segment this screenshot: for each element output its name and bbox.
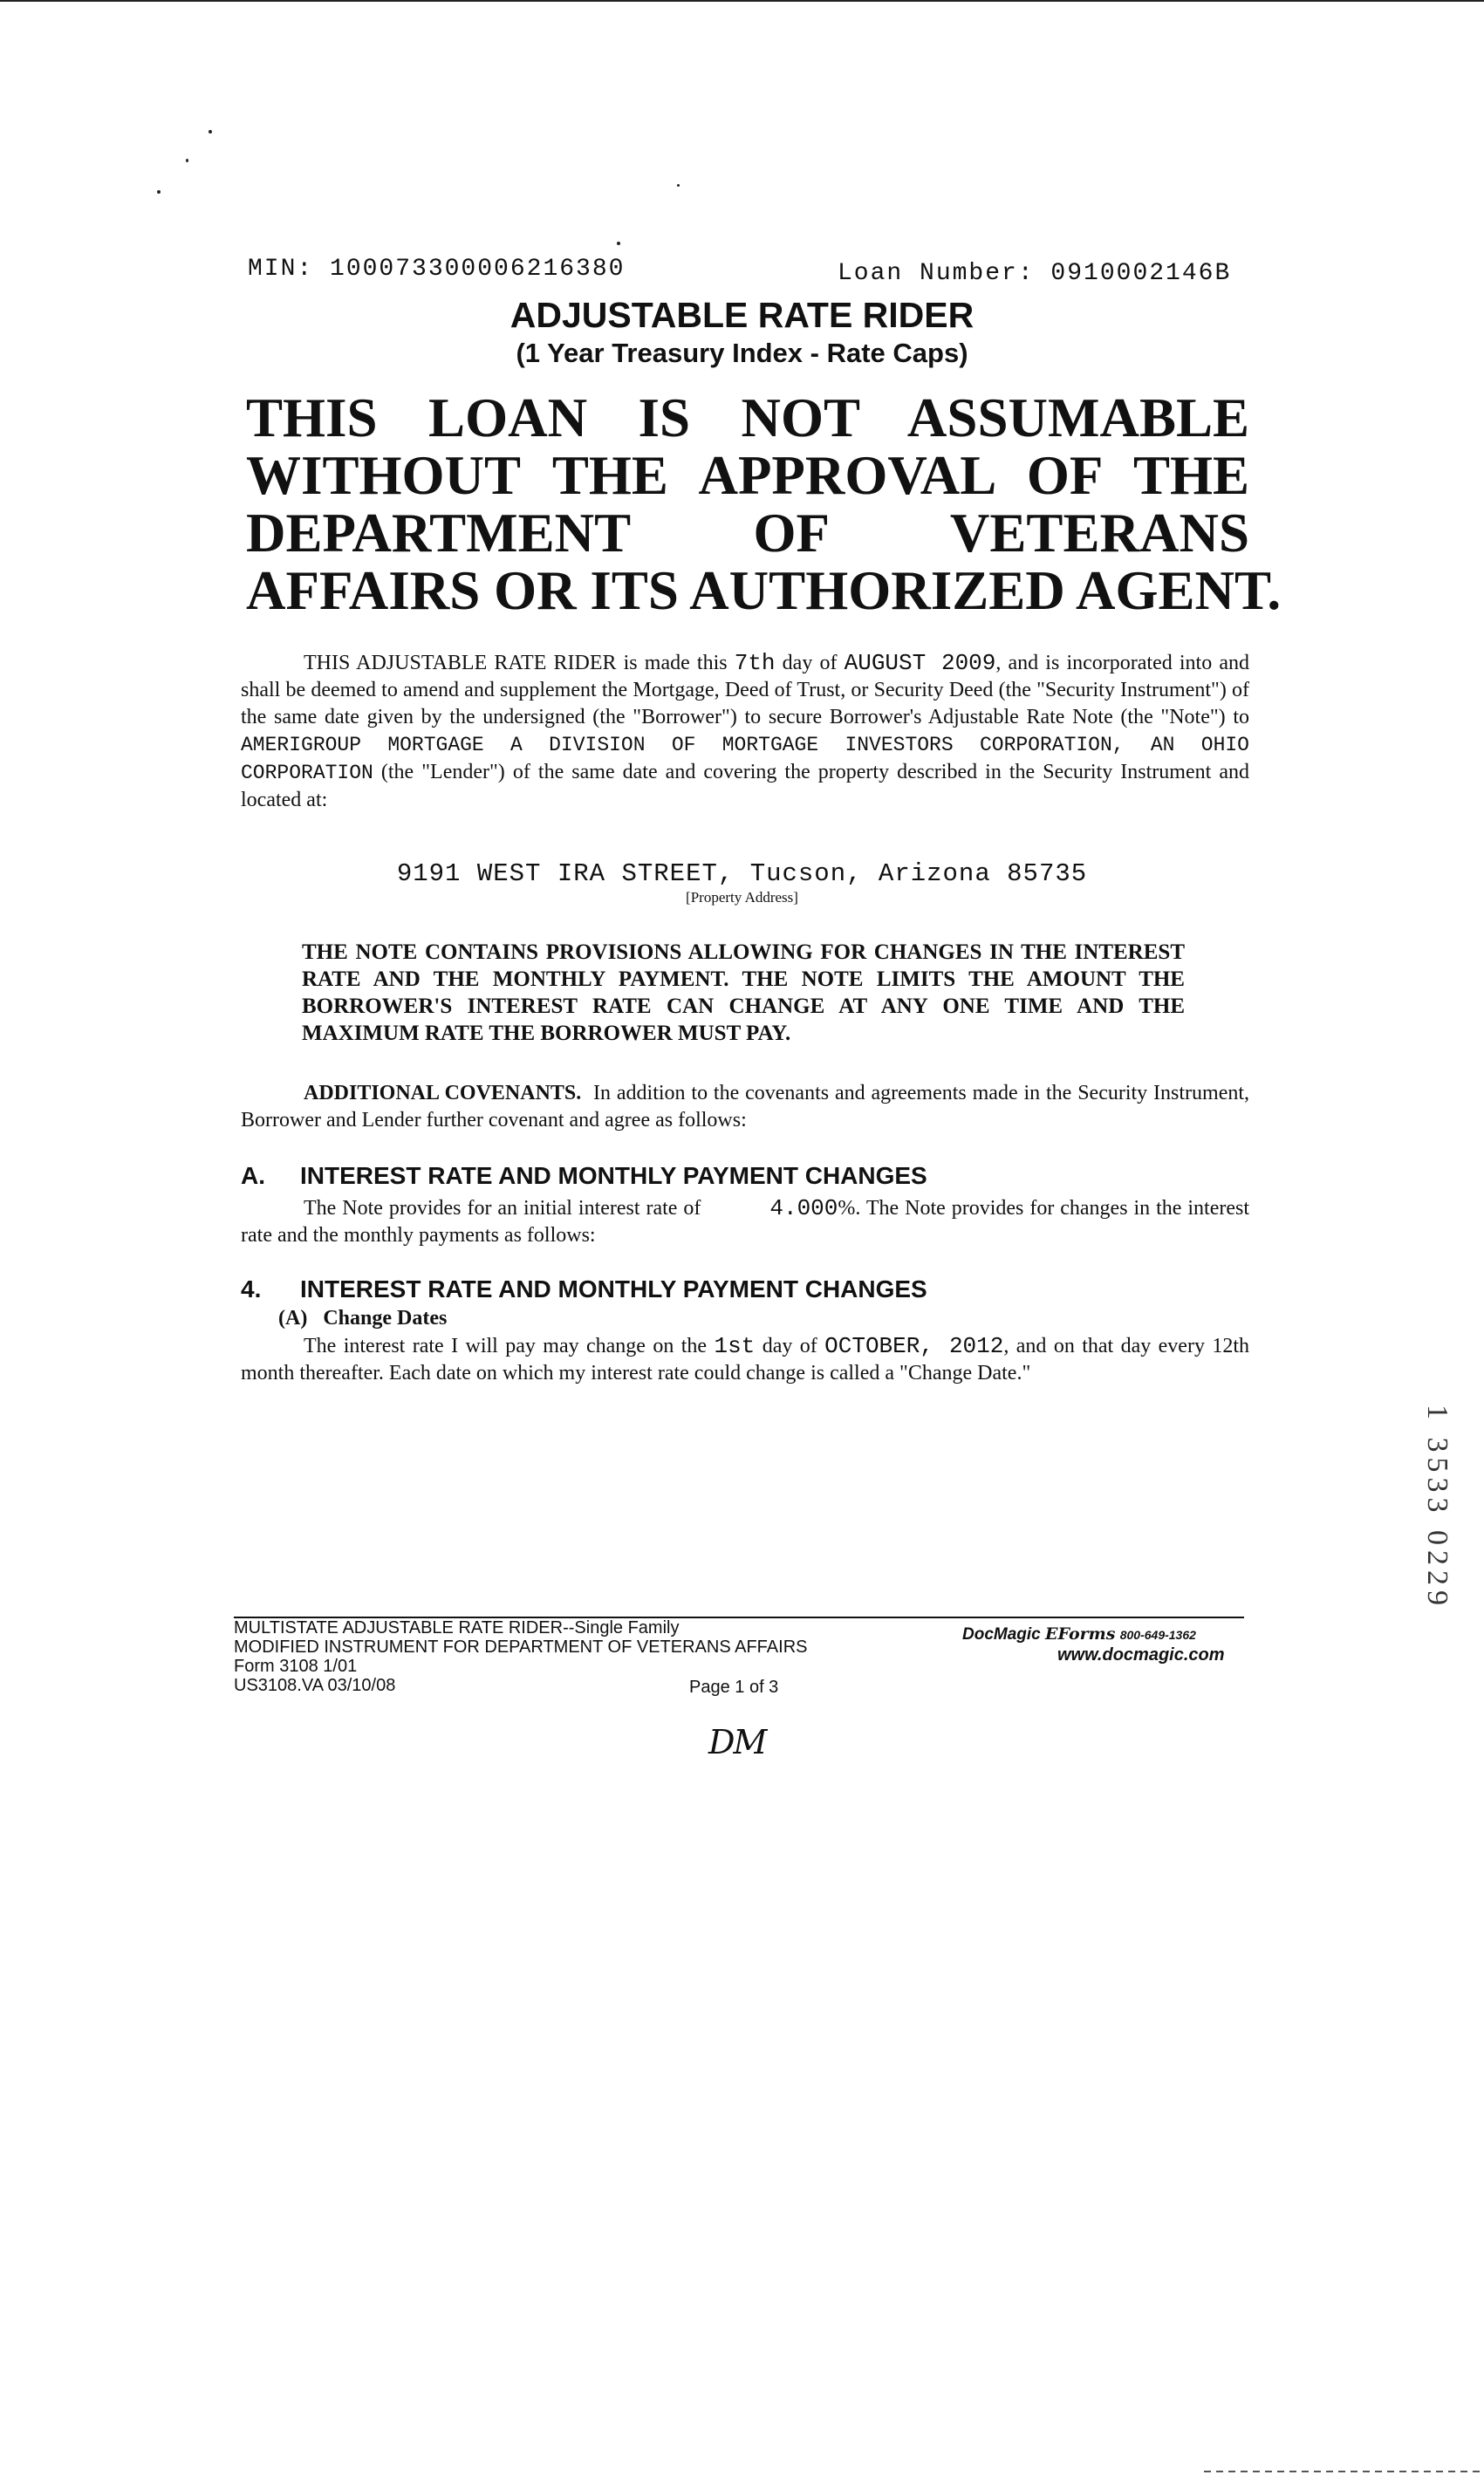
footer-form-title: MULTISTATE ADJUSTABLE RATE RIDER--Single Family <box>234 1618 680 1637</box>
eforms-logo: EForms <box>1045 1624 1116 1644</box>
footer-form-modifier: MODIFIED INSTRUMENT FOR DEPARTMENT OF VETERANS AFFAIRS <box>234 1637 808 1657</box>
top-edge-line <box>0 0 1484 2</box>
change-day: 1st <box>714 1333 756 1359</box>
scan-speck <box>617 242 620 245</box>
note-provisions-notice: THE NOTE CONTAINS PROVISIONS ALLOWING FOR CHANGES IN THE INTEREST RATE AND THE MONTHLY PAYMENT. THE NOTE LIMITS THE AMOUNT THE BORROWER'S INTEREST RATE CAN CHANGE AT ANY ONE TIME AND THE MAXIMUM RATE THE BORROWER MUST PAY. <box>302 940 1185 1045</box>
scan-speck <box>677 184 680 187</box>
warning-line-1: THIS LOAN IS NOT ASSUMABLE <box>246 387 1250 448</box>
document-subtitle: (1 Year Treasury Index - Rate Caps) <box>516 338 968 368</box>
warning-line-2: WITHOUT THE APPROVAL OF THE <box>246 445 1249 506</box>
va-assumption-warning <box>246 387 1282 621</box>
side-stamp-number: 1 3533 0229 <box>1421 1405 1453 1610</box>
scan-speck <box>209 130 212 133</box>
intro-paragraph: THIS ADJUSTABLE RATE RIDER is made this 7th day of AUGUST 2009, and is incorporated into and shall be deemed to amend and supplement the Mortgage, Deed of Trust, or Security Deed (the "Security Instrument") of the same date given by the undersigned (the "Borrower") to secure Borrower's Adjustable Rate Note (the "Note") to AMERIGROUP MORTGAGE A DIVISION OF MORTGAGE INVESTORS CORPORATION, AN OHIO CORPORATION (the "Lender") of the same date and covering the property described in the Security Instrument and located at: <box>241 650 1249 811</box>
warning-line-4: AFFAIRS OR ITS AUTHORIZED AGENT. <box>246 560 1282 621</box>
property-address: 9191 WEST IRA STREET, Tucson, Arizona 85735 <box>396 859 1088 888</box>
initial-interest-rate: 4.000 <box>769 1195 838 1221</box>
section-a-paragraph: The Note provides for an initial interest rate of 4.000%. The Note provides for changes in the interest rate and the monthly payments as follows: <box>241 1195 1250 1247</box>
rider-month-year: AUGUST 2009 <box>844 650 996 676</box>
document-title: ADJUSTABLE RATE RIDER <box>509 295 975 335</box>
footer-form-number: Form 3108 1/01 <box>234 1657 358 1676</box>
warning-line-3: DEPARTMENT OF VETERANS <box>246 503 1249 564</box>
docmagic-website: www.docmagic.com <box>1057 1645 1225 1665</box>
docmagic-brand: DocMagic EForms 800-649-1362 <box>962 1624 1196 1644</box>
page-number: Page 1 of 3 <box>689 1678 779 1697</box>
min-number: MIN: 100073300006216380 <box>248 256 626 283</box>
covenants-heading: ADDITIONAL COVENANTS. <box>304 1082 582 1104</box>
loan-number: Loan Number: 0910002146B <box>838 260 1232 287</box>
borrower-initials: DM <box>708 1723 766 1761</box>
footer-form-code: US3108.VA 03/10/08 <box>234 1676 396 1695</box>
change-month-year: OCTOBER, 2012 <box>824 1333 1004 1359</box>
scan-speck <box>157 190 161 194</box>
change-dates-subheading: (A) Change Dates <box>278 1307 448 1330</box>
property-address-caption: [Property Address] <box>686 889 798 906</box>
additional-covenants: ADDITIONAL COVENANTS. In addition to the covenants and agreements made in the Security Instrument, Borrower and Lender further covenant and agree as follows: <box>241 1082 1250 1132</box>
rider-day: 7th <box>734 650 776 676</box>
docmagic-phone: 800-649-1362 <box>1119 1628 1196 1642</box>
lender-name: AMERIGROUP MORTGAGE A DIVISION OF MORTGAGE INVESTORS CORPORATION, AN OHIO CORPORATION <box>241 734 1249 784</box>
bottom-edge-mark <box>1204 2471 1484 2472</box>
change-dates-paragraph: The interest rate I will pay may change on the 1st day of OCTOBER, 2012, and on that day every 12th month thereafter. Each date on which my interest rate could change is called a "Change Date." <box>241 1333 1250 1384</box>
scan-speck <box>186 159 188 162</box>
